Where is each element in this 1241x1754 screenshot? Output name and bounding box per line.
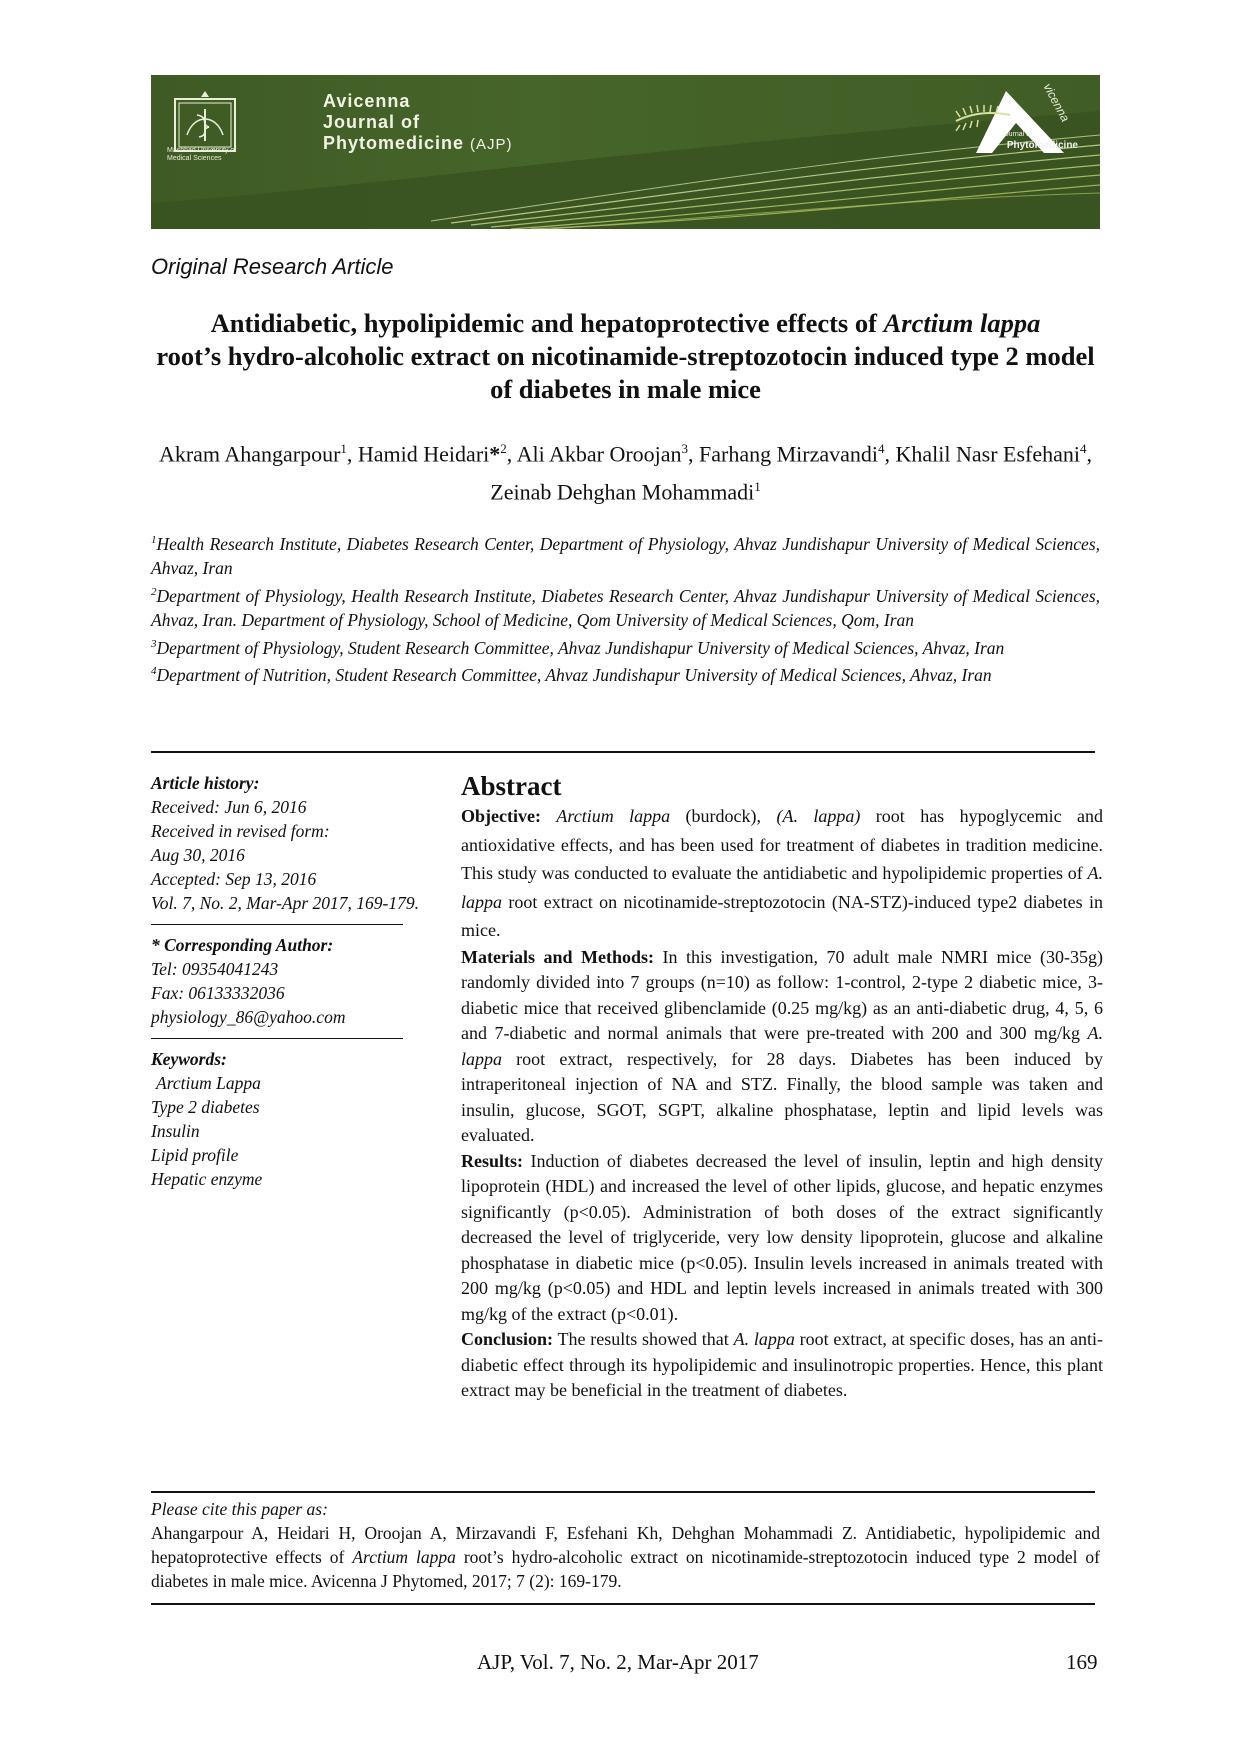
- author-list: Akram Ahangarpour$^1$, Hamid Heidari*$^2$, Ali Akbar Oroojan$^3$, Farhang Mirzavandi$^4$, Khalil Nasr Esfehani$^4$, Zeinab Dehghan Mohammadi$^1$: [158, 441, 1093, 505]
- title-species: Arctium lappa: [883, 308, 1041, 338]
- citation-box: [151, 1497, 1100, 1593]
- article-history: [151, 771, 427, 920]
- author-affil-sup: 2: [500, 441, 507, 456]
- journal-name-line3: Phytomedicine: [323, 133, 465, 153]
- corresponding-author: [151, 933, 427, 1034]
- journal-name-line1: Avicenna: [323, 91, 411, 111]
- sidebar-divider: [151, 1038, 403, 1039]
- results-text: Induction of diabetes decreased the level of insulin, leptin and high density lipoprotein (HDL) and increased the level of other lipids, glucose, and hepatic enzymes significantly (p<0.05). Administration of both doses of the extract significantly decreased the level of triglyceride, very low density lipoprotein, glucose and alkaline phosphatase in diabetic mice (p<0.05). Insulin levels increased in animals treated with 200 mg/kg (p<0.05) and HDL and leptin levels increased in animals treated with 300 mg/kg of the extract (p<0.01).: [461, 1150, 1103, 1324]
- keywords-heading: Keywords:: [151, 1049, 227, 1069]
- keyword-item: Insulin: [151, 1121, 200, 1141]
- citation-top-divider: [151, 1491, 1095, 1493]
- affiliation-text: Department of Physiology, Student Research Committee, Ahvaz Jundishapur University of Medical Sciences, Ahvaz, Iran: [156, 637, 1005, 658]
- corresponding-star: *: [489, 441, 501, 467]
- citation-text: [151, 1521, 1100, 1593]
- ajp-logo-word: vicenna: [1040, 81, 1073, 125]
- ajp-logo-sub2: Phytomedicine: [1006, 140, 1078, 151]
- author-name: Farhang Mirzavandi: [699, 441, 879, 467]
- author-affil-sup: 1: [340, 441, 347, 456]
- citation-part: root’s hydro-alcoholic extract on nicotinamide-streptozotocin induced type 2 model of diabetes in male mice. Avicenna J Phytomed, 2017; 7 (2): 169-179.: [151, 1547, 1101, 1591]
- page-number: 169: [1066, 1650, 1098, 1674]
- title-part2: root’s hydro-alcoholic extract on nicotinamide-streptozotocin induced type 2 model of diabetes in male mice: [156, 341, 1095, 404]
- affiliation-text: Department of Physiology, Health Research Institute, Diabetes Research Center, Ahvaz Jundishapur University of Medical Sciences, Ahvaz, Iran. Department of Physiology, School of Medicine, Qom University of Medical Sciences, Qom, Iran: [151, 585, 1100, 630]
- author-name: Ali Akbar Oroojan: [516, 441, 682, 467]
- author-name: Akram Ahangarpour: [158, 441, 341, 467]
- citation-bottom-divider: [151, 1603, 1095, 1605]
- journal-abbr: (AJP): [470, 136, 513, 153]
- article-type: Original Research Article: [151, 254, 394, 279]
- keywords: [151, 1047, 427, 1196]
- revised-date: Aug 30, 2016: [151, 845, 245, 865]
- abstract-results: [461, 1149, 1103, 1328]
- affiliation-number: 1: [151, 534, 157, 546]
- methods-text: root extract, respectively, for 28 days. Diabetes has been induced by intraperitoneal injection of NA and STZ. Finally, the blood sample was taken and insulin, glucose, SGOT, SGPT, alkaline phosphatase, leptin and lipid levels was evaluated.: [461, 1048, 1103, 1146]
- article-info-sidebar: [151, 771, 427, 1196]
- affiliation: [151, 659, 1100, 687]
- affiliation-list: [151, 528, 1100, 687]
- history-heading: Article history:: [151, 773, 260, 793]
- ajp-logo-sub1: Journal of: [1001, 131, 1032, 138]
- article-title: [151, 307, 1100, 406]
- author-affil-sup: 1: [754, 479, 761, 495]
- species-name: Arctium lappa: [352, 1547, 456, 1567]
- methods-text: In this investigation, 70 adult male NMRI mice (30-35g) randomly divided into 7 groups (n=10) as follow: 1-control, 2-type 2 diabetic mice, 3-diabetic mice that received glibenclamide (0.25 mg/kg) as an anti-diabetic drug, 4, 5, 6 and 7-diabetic and normal animals that were pre-treated with 200 and 300 mg/kg: [461, 946, 1103, 1044]
- citation-label: Please cite this paper as:: [151, 1499, 328, 1519]
- conclusion-text: The results showed that: [553, 1329, 734, 1350]
- ajp-logo-icon: [936, 81, 1086, 171]
- author-name: Zeinab Dehghan Mohammadi: [490, 479, 755, 505]
- keyword-item: Arctium Lappa: [156, 1073, 261, 1093]
- affiliation-number: 4: [151, 665, 157, 678]
- species-abbr: (A. lappa): [776, 806, 861, 826]
- species-abbr: A. lappa: [461, 863, 1103, 912]
- objective-text: root extract on nicotinamide-streptozotocin (NA-STZ)-induced type2 diabetes in mice.: [461, 891, 1103, 941]
- author-affil-sup: 4: [878, 441, 885, 456]
- affiliation-text: Department of Nutrition, Student Research Committee, Ahvaz Jundishapur University of Medical Sciences, Ahvaz, Iran: [156, 665, 992, 686]
- header-divider: [151, 751, 1095, 753]
- keyword-item: Lipid profile: [151, 1145, 239, 1165]
- corresponding-tel: Tel: 09354041243: [151, 959, 279, 979]
- affiliation-number: 2: [151, 585, 157, 598]
- affiliation: [151, 580, 1100, 632]
- sidebar-divider: [151, 924, 403, 925]
- author-affil-sup: 4: [1080, 441, 1087, 456]
- citation-part: Ahangarpour A, Heidari H, Oroojan A, Mirzavandi F, Esfehani Kh, Dehghan Mohammadi Z. Antidiabetic, hypolipidemic and hepatoprotective effects of: [151, 1523, 1100, 1567]
- species-abbr: A. lappa: [461, 1023, 1103, 1069]
- affiliation-text: Health Research Institute, Diabetes Research Center, Department of Physiology, Ahvaz Jundishapur University of Medical Sciences, Ahvaz, Iran: [151, 533, 1100, 578]
- journal-name: [323, 91, 513, 155]
- author-name: Hamid Heidari: [357, 441, 490, 467]
- abstract-heading: Abstract: [461, 771, 562, 801]
- affiliation: [151, 528, 1100, 580]
- abstract-conclusion: [461, 1327, 1103, 1404]
- corresponding-email[interactable]: physiology_86@yahoo.com: [151, 1007, 346, 1027]
- keyword-item: Hepatic enzyme: [151, 1169, 263, 1189]
- journal-banner: [151, 75, 1100, 229]
- objective-label: Objective:: [461, 806, 541, 826]
- accepted-date: Accepted: Sep 13, 2016: [151, 869, 317, 889]
- conclusion-label: Conclusion:: [461, 1329, 554, 1350]
- species-name: Arctium lappa: [556, 806, 671, 826]
- results-label: Results:: [461, 1150, 523, 1171]
- journal-name-line2: Journal of: [323, 112, 421, 132]
- university-name: Mashhad University of Medical Sciences: [167, 147, 237, 162]
- methods-label: Materials and Methods:: [461, 946, 654, 967]
- revised-label: Received in revised form:: [151, 821, 330, 841]
- objective-text: (burdock),: [670, 806, 777, 826]
- author-affil-sup: 3: [681, 441, 689, 456]
- corresponding-heading: * Corresponding Author:: [151, 935, 334, 955]
- species-abbr: A. lappa: [733, 1329, 795, 1350]
- conclusion-text: root extract, at specific doses, has an anti-diabetic effect through its hypolipidemic and insulinotropic properties. Hence, this plant extract may be beneficial in the treatment of diabetes.: [461, 1329, 1103, 1401]
- keyword-item: Type 2 diabetes: [151, 1097, 260, 1117]
- volume-info: Vol. 7, No. 2, Mar-Apr 2017, 169-179.: [151, 893, 419, 913]
- abstract-methods: [461, 945, 1103, 1149]
- affiliation: [151, 632, 1100, 660]
- abstract-objective: [461, 802, 1103, 945]
- abstract: [461, 770, 1103, 1404]
- corresponding-fax: Fax: 06133332036: [151, 983, 285, 1003]
- footer-journal-info: AJP, Vol. 7, No. 2, Mar-Apr 2017: [477, 1650, 759, 1674]
- received-date: Received: Jun 6, 2016: [151, 797, 307, 817]
- author-name: Khalil Nasr Esfehani: [895, 441, 1081, 467]
- title-part1: Antidiabetic, hypolipidemic and hepatoprotective effects of: [210, 308, 884, 338]
- affiliation-number: 3: [151, 637, 157, 650]
- objective-text: root has hypoglycemic and antioxidative effects, and has been used for treatment of diabetes in tradition medicine. This study was conducted to evaluate the antidiabetic and hypolipidemic properties of: [461, 806, 1103, 884]
